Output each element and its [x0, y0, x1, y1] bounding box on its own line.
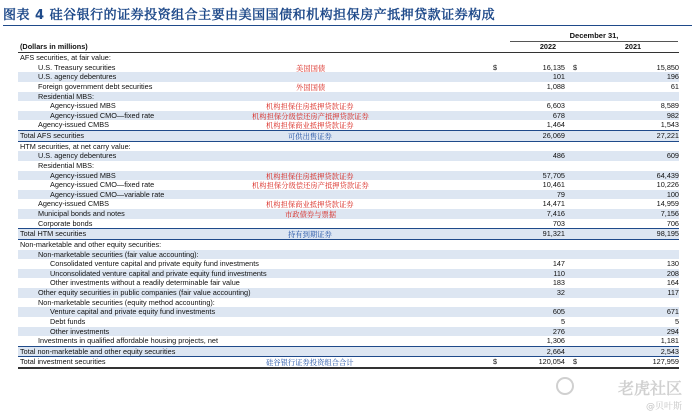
value-2022: [505, 92, 565, 102]
table-row: [18, 336, 679, 346]
chinese-annotation: 机构担保分级偿还房产抵押贷款证券: [252, 180, 369, 190]
row-label: Other equity securities in public companies (fair value accounting): [18, 288, 493, 298]
value-2022: 26,069: [505, 131, 565, 142]
currency-2022: [493, 180, 505, 190]
title-divider: [3, 25, 692, 26]
row-label: Total AFS securities: [18, 131, 493, 142]
table-row: [18, 239, 679, 249]
currency-2021: [565, 288, 589, 298]
currency-2022: [493, 317, 505, 327]
chinese-annotation: 机构担保分级偿还房产抵押贷款证券: [252, 111, 369, 121]
value-2021: [589, 92, 679, 102]
value-2021: 61: [670, 81, 679, 91]
chinese-annotation: 机构担保商业抵押贷款证券: [266, 120, 354, 130]
value-2022: [505, 141, 565, 151]
value-2021: 8,589: [660, 101, 679, 111]
value-2022: 7,416: [505, 209, 565, 219]
period-header: December 31,: [510, 31, 678, 42]
currency-2022: $: [493, 62, 498, 72]
value-2021: 15,850: [656, 62, 679, 72]
currency-2022: [493, 298, 505, 308]
table-row: [18, 63, 679, 73]
value-2022: 2,664: [505, 346, 565, 357]
row-label: Foreign government debt securities: [38, 81, 153, 91]
currency-2022: [493, 327, 505, 337]
value-2021: [589, 141, 679, 151]
currency-2021: [565, 278, 589, 288]
currency-2022: [493, 288, 505, 298]
currency-2022: [493, 219, 505, 229]
currency-2021: [565, 199, 589, 209]
value-2022: 14,471: [542, 199, 565, 209]
table-row: [18, 259, 679, 269]
value-2021: [589, 250, 679, 260]
value-2021: 14,959: [656, 199, 679, 209]
currency-2022: [493, 259, 505, 269]
chinese-annotation: 市政债券与票据: [285, 209, 337, 219]
currency-2021: [565, 336, 589, 346]
row-label: Agency-issued CMBS: [38, 120, 109, 130]
chinese-annotation: 可供出售证券: [288, 131, 332, 141]
table-row: [18, 209, 679, 219]
value-2022: 678: [505, 111, 565, 121]
value-2021: 1,181: [660, 336, 679, 346]
currency-2021: [565, 327, 589, 337]
currency-2022: [493, 199, 505, 209]
row-label: HTM securities, at net carry value:: [20, 141, 131, 151]
currency-2021: [565, 317, 589, 327]
currency-2022: [493, 131, 505, 142]
value-2021: 208: [589, 269, 679, 279]
table-row: [18, 250, 679, 260]
currency-2021: [565, 209, 589, 219]
currency-2021: [565, 229, 589, 240]
currency-2022: [493, 151, 505, 161]
value-2021: 98,195: [589, 229, 679, 240]
value-2022: 91,321: [505, 229, 565, 240]
year-2021-header: 2021: [624, 42, 642, 51]
value-2022: 703: [552, 218, 565, 228]
currency-2022: [493, 82, 505, 92]
value-2022: 1,088: [546, 81, 565, 91]
value-2021: 10,226: [656, 180, 679, 190]
table-row: [18, 131, 679, 142]
chinese-annotation: 机构担保住房抵押贷款证券: [266, 171, 354, 181]
chinese-annotation: 持有到期证券: [288, 229, 332, 239]
value-2021: 100: [589, 190, 679, 200]
value-2022: [505, 298, 565, 308]
currency-2021: $: [565, 357, 589, 368]
currency-2022: [493, 250, 505, 260]
currency-2022: [493, 239, 505, 249]
chinese-annotation: 外国国债: [296, 82, 326, 92]
value-2021: 127,959: [589, 357, 679, 368]
value-2021: 294: [589, 327, 679, 337]
value-2022: 1,464: [546, 120, 565, 130]
currency-2021: [565, 259, 589, 269]
currency-2022: $: [493, 357, 505, 368]
currency-2021: [565, 141, 589, 151]
row-label: Other investments: [18, 327, 493, 337]
value-2022: 120,054: [505, 357, 565, 368]
currency-2022: [493, 269, 505, 279]
value-2021: 130: [666, 259, 679, 269]
table-row: [18, 229, 679, 240]
table-row: [18, 82, 679, 92]
currency-2021: [565, 131, 589, 142]
table-row: [18, 269, 679, 279]
currency-2021: [565, 219, 589, 229]
table-row: [18, 190, 679, 200]
row-label: Total non-marketable and other equity securities: [18, 346, 493, 357]
row-label: Investments in qualified affordable housing projects, net: [38, 336, 218, 346]
row-label: Other investments without a readily determinable fair value: [50, 278, 240, 288]
table-row: [18, 72, 679, 82]
currency-2021: [565, 269, 589, 279]
table-row: [18, 307, 679, 317]
row-label: Total investment securities: [18, 357, 493, 368]
currency-2022: [493, 120, 505, 130]
value-2022: 1,306: [546, 336, 565, 346]
row-label: Debt funds: [50, 316, 86, 326]
currency-2021: [565, 250, 589, 260]
row-label: Non-marketable securities (fair value accounting):: [18, 250, 493, 260]
table-row: [18, 92, 679, 102]
table-row: [18, 278, 679, 288]
value-2021: 5: [674, 316, 679, 326]
currency-2021: [565, 298, 589, 308]
currency-2021: [565, 120, 589, 130]
value-2021: 64,439: [589, 171, 679, 181]
value-2022: 183: [552, 278, 565, 288]
value-2022: 10,461: [542, 180, 565, 190]
value-2021: [589, 53, 679, 63]
table-row: [18, 161, 679, 171]
watermark-text: 老虎社区: [617, 379, 682, 398]
currency-2021: [565, 190, 589, 200]
table-row: [18, 288, 679, 298]
currency-2021: [565, 161, 589, 171]
currency-2022: [493, 190, 505, 200]
row-label: Residential MBS:: [18, 92, 493, 102]
value-2022: [505, 250, 565, 260]
row-label: Residential MBS:: [38, 160, 94, 170]
currency-2021: [565, 171, 589, 181]
value-2021: 609: [589, 151, 679, 161]
currency-2022: [493, 161, 505, 171]
table-row: [18, 298, 679, 308]
chinese-annotation: 机构担保住房抵押贷款证券: [266, 101, 354, 111]
value-2021: [589, 239, 679, 249]
chinese-annotation: 硅谷银行证券投资组合合计: [266, 357, 354, 367]
value-2021: 1,543: [660, 120, 679, 130]
value-2022: 110: [505, 269, 565, 279]
currency-2021: [565, 151, 589, 161]
currency-2021: [565, 82, 589, 92]
currency-2021: [565, 180, 589, 190]
currency-2021: [565, 72, 589, 82]
currency-2021: [565, 346, 589, 357]
value-2022: [505, 239, 565, 249]
value-2021: 706: [666, 218, 679, 228]
chinese-annotation: 机构担保商业抵押贷款证券: [266, 199, 354, 209]
currency-2021: $: [573, 62, 578, 72]
value-2021: 2,543: [589, 346, 679, 357]
figure-title: 图表 4 硅谷银行的证券投资组合主要由美国国债和机构担保房产抵押贷款证券构成: [3, 8, 496, 23]
row-label: Non-marketable and other equity securities:: [20, 239, 162, 249]
table-row: [18, 327, 679, 337]
value-2022: 6,603: [546, 101, 565, 111]
currency-2022: [493, 101, 505, 111]
row-label: Agency-issued CMO—variable rate: [18, 190, 493, 200]
chinese-annotation: 美国国债: [296, 63, 326, 73]
currency-2022: [493, 307, 505, 317]
value-2021: 117: [589, 288, 679, 298]
row-label: Consolidated venture capital and private equity fund investments: [50, 259, 259, 269]
row-label: Agency-issued MBS: [50, 101, 116, 111]
currency-2021: [565, 111, 589, 121]
value-2021: 671: [589, 307, 679, 317]
table-row: [18, 317, 679, 327]
currency-2022: [493, 53, 505, 63]
currency-2021: [565, 101, 589, 111]
row-label: U.S. Treasury securities: [38, 62, 116, 72]
currency-2021: [565, 307, 589, 317]
row-label: U.S. agency debentures: [18, 72, 493, 82]
watermark-logo-icon: [556, 377, 574, 395]
row-label: Municipal bonds and notes: [18, 209, 493, 219]
currency-2022: [493, 336, 505, 346]
table-row: [18, 346, 679, 357]
row-label: Non-marketable securities (equity method accounting):: [38, 297, 215, 307]
value-2022: [505, 53, 565, 63]
value-2022: 605: [505, 307, 565, 317]
value-2022: 147: [552, 259, 565, 269]
currency-2022: [493, 278, 505, 288]
row-label: Agency-issued MBS: [18, 171, 493, 181]
value-2021: [589, 298, 679, 308]
table-row: [18, 151, 679, 161]
table-row: [18, 53, 679, 63]
value-2021: 164: [666, 278, 679, 288]
row-label: Agency-issued CMO—fixed rate: [18, 111, 493, 121]
currency-2022: [493, 209, 505, 219]
value-2022: 32: [505, 288, 565, 298]
currency-2022: [493, 346, 505, 357]
value-2022: 57,705: [505, 171, 565, 181]
value-2021: 196: [589, 72, 679, 82]
row-label: Agency-issued CMO—fixed rate: [50, 180, 155, 190]
currency-2022: [493, 92, 505, 102]
value-2022: 486: [505, 151, 565, 161]
units-label: (Dollars in millions): [20, 42, 88, 51]
table-row: [18, 141, 679, 151]
value-2022: [505, 161, 565, 171]
value-2021: 27,221: [589, 131, 679, 142]
row-label: Total HTM securities: [18, 229, 493, 240]
currency-2022: [493, 111, 505, 121]
currency-2021: [565, 239, 589, 249]
value-2022: 5: [560, 316, 565, 326]
currency-2022: [493, 229, 505, 240]
row-label: AFS securities, at fair value:: [20, 53, 111, 62]
row-label: Agency-issued CMBS: [38, 199, 109, 209]
currency-2022: [493, 141, 505, 151]
value-2021: 7,156: [589, 209, 679, 219]
watermark-author: @贝叶斯: [645, 402, 682, 412]
table-row: [18, 219, 679, 229]
currency-2022: [493, 72, 505, 82]
value-2021: [589, 161, 679, 171]
value-2022: 16,135: [542, 62, 565, 72]
row-label: U.S. agency debentures: [18, 151, 493, 161]
value-2022: 79: [505, 190, 565, 200]
currency-2022: [493, 171, 505, 181]
value-2021: 982: [589, 111, 679, 121]
value-2022: 101: [505, 72, 565, 82]
row-label: Corporate bonds: [38, 218, 93, 228]
currency-2021: [565, 92, 589, 102]
year-2022-header: 2022: [539, 42, 557, 51]
value-2022: 276: [505, 327, 565, 337]
securities-table: [18, 53, 679, 369]
row-label: Venture capital and private equity fund investments: [18, 307, 493, 317]
currency-2021: [565, 53, 589, 63]
row-label: Unconsolidated venture capital and private equity fund investments: [18, 269, 493, 279]
